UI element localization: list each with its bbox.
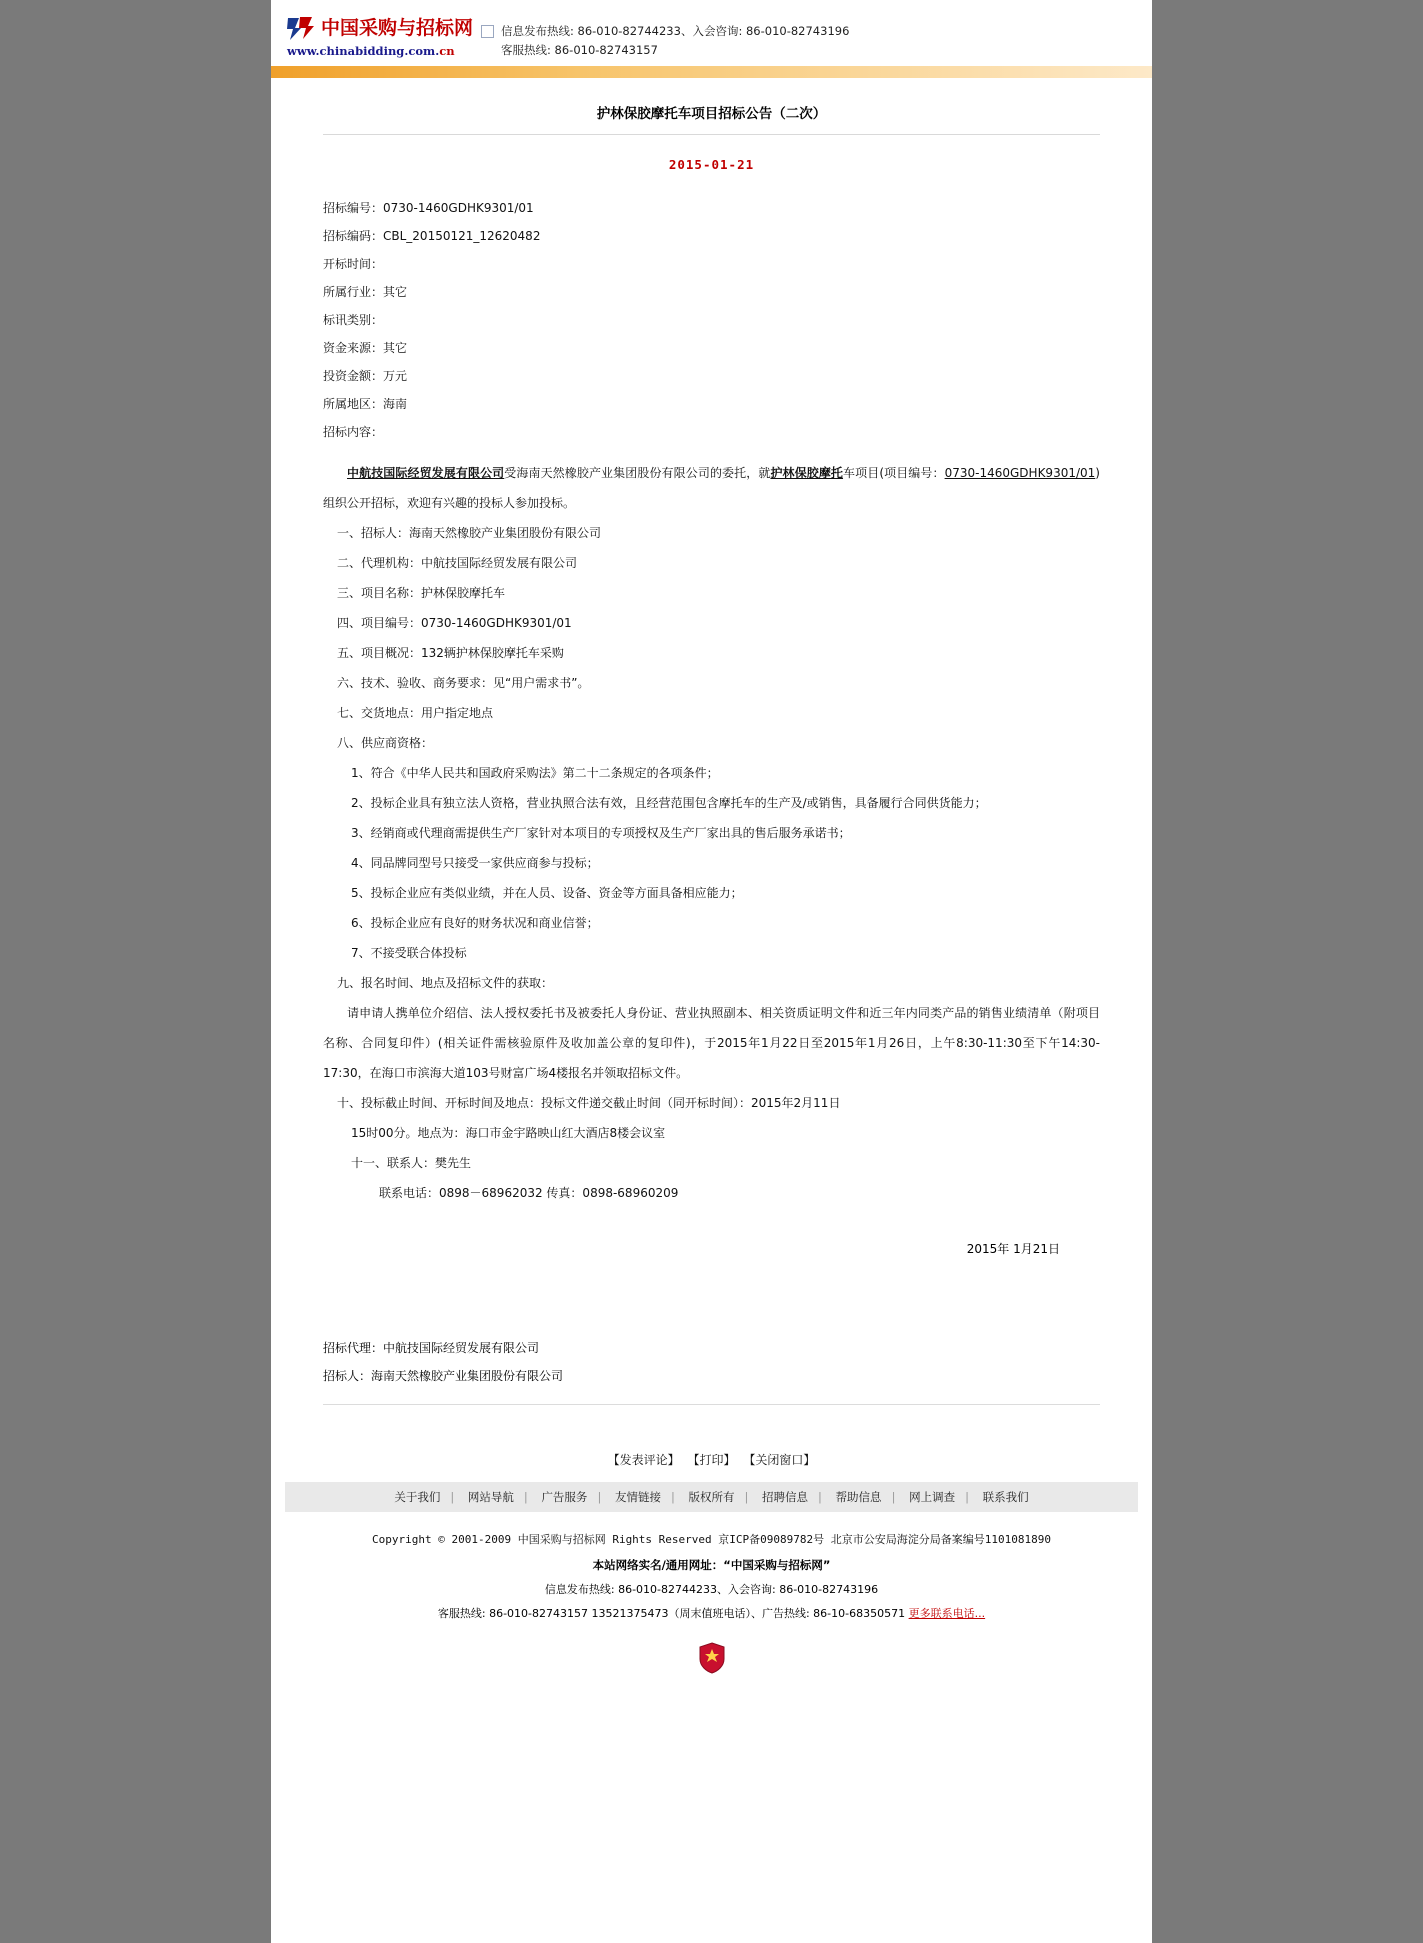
footer-hotline-2-text: 客服热线: 86-010-82743157 13521375473（周末值班电话）、广告热线: 86-10-68350571 — [437, 1607, 906, 1620]
meta-list — [323, 194, 1100, 446]
qualification-item-5: 5、投标企业应有类似业绩，并在人员、设备、资金等方面具备相应能力； — [351, 886, 743, 900]
document-footer-meta — [323, 1334, 1100, 1390]
lead-paragraph — [323, 458, 1100, 518]
more-contacts-link[interactable]: 更多联系电话... — [908, 1607, 986, 1620]
site-header — [271, 0, 1152, 66]
header-accent-bar — [271, 66, 1152, 78]
logo-url-main: www.chinabidding.com. — [287, 44, 440, 58]
item-project-overview: 五、项目概况：132辆护林保胶摩托车采购 — [337, 646, 564, 660]
item-tenderer: 一、招标人：海南天然橡胶产业集团股份有限公司 — [337, 526, 602, 540]
site-navbar — [285, 1482, 1138, 1512]
meta-bid-number: 招标编号：0730-1460GDHK9301/01 — [323, 201, 534, 215]
item-project-number: 四、项目编号：0730-1460GDHK9301/01 — [337, 616, 572, 630]
nav-divider: | — [450, 1490, 455, 1504]
lead-text-4: 车项目(项目编号： — [843, 466, 945, 480]
announcement-body — [323, 458, 1100, 1264]
nav-item-sitemap[interactable]: 网站导航 — [467, 1490, 514, 1504]
meta-content-label: 招标内容： — [323, 425, 384, 439]
nav-item-about[interactable]: 关于我们 — [394, 1490, 441, 1504]
qualification-item-2: 2、投标企业具有独立法人资格，营业执照合法有效，且经营范围包含摩托车的生产及/或销售，具备履行合同供货能力； — [351, 796, 987, 810]
nav-item-contact[interactable]: 联系我们 — [982, 1490, 1029, 1504]
lead-agent-name: 中航技国际经贸发展有限公司 — [347, 466, 505, 480]
item-requirements: 六、技术、验收、商务要求：见“用户需求书”。 — [337, 676, 590, 690]
page-title: 护林保胶摩托车项目招标公告（二次） — [596, 106, 827, 122]
lead-project-name: 护林保胶摩托 — [770, 466, 844, 480]
nav-divider: | — [670, 1490, 675, 1504]
item-contact-person: 十一、联系人：樊先生 — [351, 1156, 472, 1170]
title-divider — [323, 134, 1100, 135]
qualification-item-3: 3、经销商或代理商需提供生产厂家针对本项目的专项授权及生产厂家出具的售后服务承诺书； — [351, 826, 851, 840]
qualification-item-4: 4、同品牌同型号只接受一家供应商参与投标； — [351, 856, 599, 870]
meta-bid-code: 招标编码：CBL_20150121_12620482 — [323, 229, 541, 243]
lead-text-6: )组织公开招标，欢迎有兴趣的投标人参加投标。 — [323, 466, 1100, 510]
nav-item-help[interactable]: 帮助信息 — [835, 1490, 882, 1504]
nav-item-ads[interactable]: 广告服务 — [541, 1490, 588, 1504]
registration-paragraph: 请申请人携单位介绍信、法人授权委托书及被委托人身份证、营业执照副本、相关资质证明文件和近三年内同类产品的销售业绩清单（附项目名称、合同复印件）(相关证件需核验原件及收加盖公章的复印件)，于2015年1月22日至2015年1月26日，上午8:30-11:30至下午14:30-17:30，在海口市滨海大道103号财富广场4楼报名并领取招标文件。 — [323, 1006, 1100, 1080]
copyright-line: Copyright © 2001-2009 中国采购与招标网 Rights Reserved 京ICP备09089782号 北京市公安局海淀分局备案编号1101081890 — [372, 1533, 1051, 1546]
nav-item-survey[interactable]: 网上调查 — [909, 1490, 956, 1504]
police-seal-icon — [698, 1642, 726, 1674]
logo-mark-icon — [285, 14, 317, 42]
nav-divider: | — [891, 1490, 896, 1504]
logo-url-cn: cn — [439, 44, 455, 58]
footer-hotline-1: 信息发布热线: 86-010-82744233、入会咨询: 86-010-82743196 — [544, 1583, 879, 1596]
nav-item-copyright[interactable]: 版权所有 — [688, 1490, 735, 1504]
print-link[interactable]: 【打印】 — [687, 1453, 736, 1467]
item-deadline-line2: 15时00分。地点为：海口市金宇路映山红大酒店8楼会议室 — [351, 1126, 666, 1140]
nav-item-links[interactable]: 友情链接 — [614, 1490, 661, 1504]
nav-divider: | — [818, 1490, 822, 1504]
site-name-line: 本站网络实名/通用网址：“中国采购与招标网” — [592, 1558, 831, 1572]
lead-project-number: 0730-1460GDHK9301/01 — [944, 466, 1096, 480]
publish-date: 2015-01-21 — [668, 157, 755, 172]
nav-item-jobs[interactable]: 招聘信息 — [762, 1490, 809, 1504]
footer-seal — [271, 1626, 1152, 1707]
item-delivery-location: 七、交货地点：用户指定地点 — [337, 706, 494, 720]
meta-region: 所属地区：海南 — [323, 397, 408, 411]
qualification-item-6: 6、投标企业应有良好的财务状况和商业信誉； — [351, 916, 599, 930]
meta-open-time: 开标时间： — [323, 257, 384, 271]
item-registration-heading: 九、报名时间、地点及招标文件的获取： — [337, 976, 554, 990]
footer-hotline-2 — [271, 1602, 1152, 1626]
item-supplier-qualifications: 八、供应商资格： — [337, 736, 434, 750]
header-hotlines — [481, 14, 849, 60]
site-logo[interactable] — [271, 14, 481, 58]
signature-date: 2015年 1月21日 — [966, 1242, 1060, 1256]
checkbox-icon — [481, 25, 494, 38]
hotline-line-1: 信息发布热线: 86-010-82744233、入会咨询: 86-010-82743196 — [501, 24, 850, 38]
document-content — [271, 78, 1152, 1482]
contact-phone-fax: 联系电话：0898－68962032 传真：0898-68960209 — [379, 1186, 679, 1200]
meta-investment: 投资金额：万元 — [323, 369, 408, 383]
meta-category: 标讯类别： — [323, 313, 384, 327]
item-project-name: 三、项目名称：护林保胶摩托车 — [337, 586, 506, 600]
action-links — [323, 1405, 1100, 1482]
lead-text-2: 受海南天然橡胶产业集团股份有限公司的委托，就 — [504, 466, 771, 480]
footer-agent: 招标代理：中航技国际经贸发展有限公司 — [323, 1341, 540, 1355]
document-sheet — [271, 0, 1152, 1943]
meta-industry: 所属行业：其它 — [323, 285, 408, 299]
item-deadline-line1: 十、投标截止时间、开标时间及地点：投标文件递交截止时间（同开标时间）：2015年2月11日 — [337, 1096, 841, 1110]
close-window-link[interactable]: 【关闭窗口】 — [743, 1453, 816, 1467]
comment-link[interactable]: 【发表评论】 — [607, 1453, 680, 1467]
logo-text: 中国采购与招标网 — [321, 17, 474, 39]
footer-tenderer: 招标人：海南天然橡胶产业集团股份有限公司 — [323, 1369, 564, 1383]
qualification-item-7: 7、不接受联合体投标 — [351, 946, 467, 960]
item-agency: 二、代理机构：中航技国际经贸发展有限公司 — [337, 556, 578, 570]
nav-divider: | — [523, 1490, 528, 1504]
logo-url — [285, 44, 481, 58]
nav-divider: | — [965, 1490, 969, 1504]
hotline-line-2: 客服热线: 86-010-82743157 — [501, 43, 658, 57]
nav-divider: | — [597, 1490, 602, 1504]
nav-divider: | — [744, 1490, 749, 1504]
qualification-item-1: 1、符合《中华人民共和国政府采购法》第二十二条规定的各项条件； — [351, 766, 719, 780]
meta-funding-source: 资金来源：其它 — [323, 341, 408, 355]
